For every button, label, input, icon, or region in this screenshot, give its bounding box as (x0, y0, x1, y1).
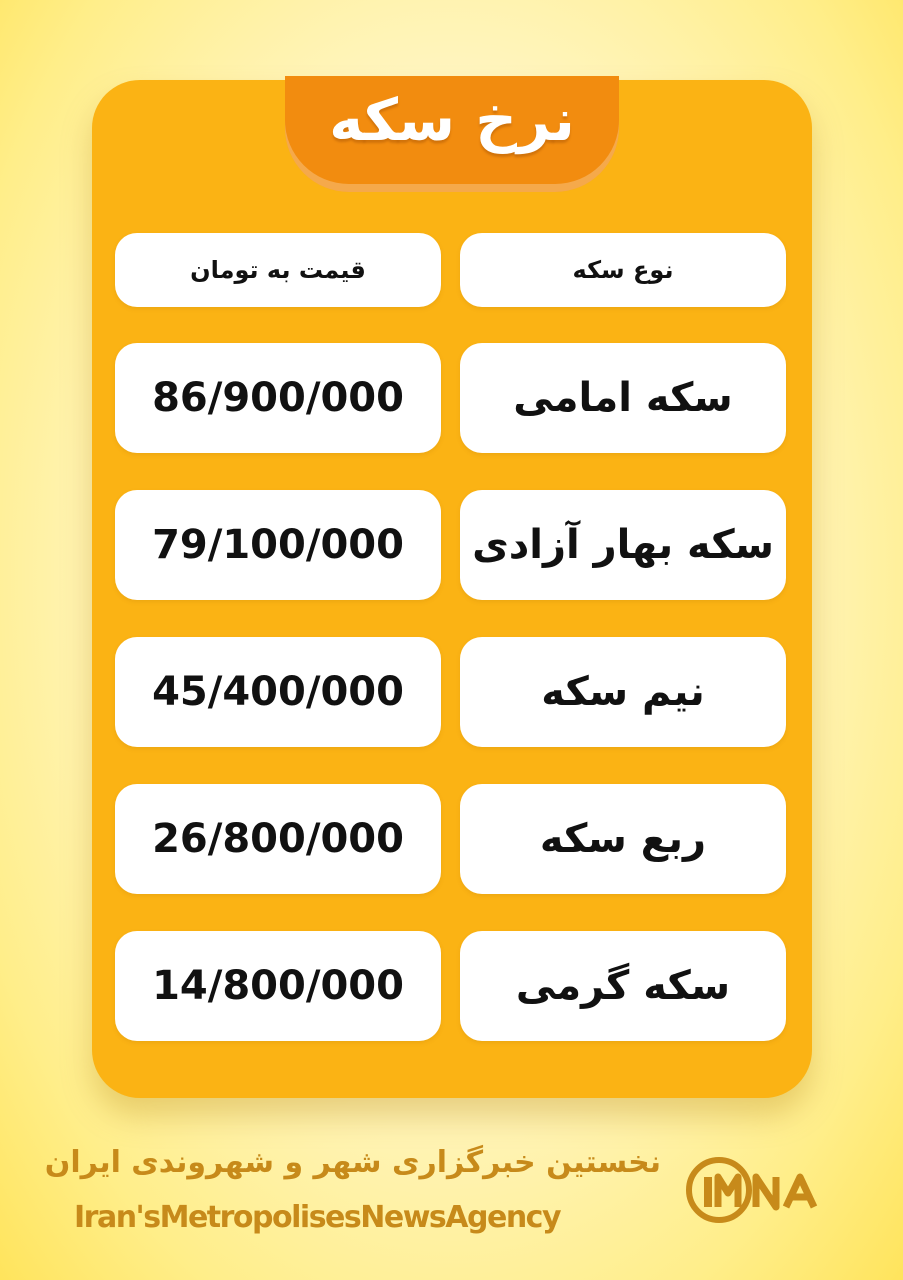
coin-price-emami: 86/900/000 (115, 343, 441, 453)
page-title: نرخ سکه (329, 86, 575, 154)
coin-name-emami: سکه امامی (460, 343, 786, 453)
coin-price-gerami: 14/800/000 (115, 931, 441, 1041)
title-tab (285, 76, 619, 192)
coin-name-gerami: سکه گرمی (460, 931, 786, 1041)
coin-price-rob: 26/800/000 (115, 784, 441, 894)
header-price: قیمت به تومان (115, 233, 441, 307)
footer-english-tagline: Iran'sMetropolisesNewsAgency (74, 1200, 561, 1235)
coin-name-nim: نیم سکه (460, 637, 786, 747)
coin-price-bahar-azadi: 79/100/000 (115, 490, 441, 600)
coin-price-card (92, 80, 812, 1098)
imna-logo (684, 1155, 834, 1225)
imna-logo-icon (684, 1155, 834, 1225)
header-coin-type: نوع سکه (460, 233, 786, 307)
coin-name-bahar-azadi: سکه بهار آزادی (460, 490, 786, 600)
coin-name-rob: ربع سکه (460, 784, 786, 894)
coin-price-nim: 45/400/000 (115, 637, 441, 747)
footer-persian-tagline: نخستین خبرگزاری شهر و شهروندی ایران (44, 1145, 661, 1180)
